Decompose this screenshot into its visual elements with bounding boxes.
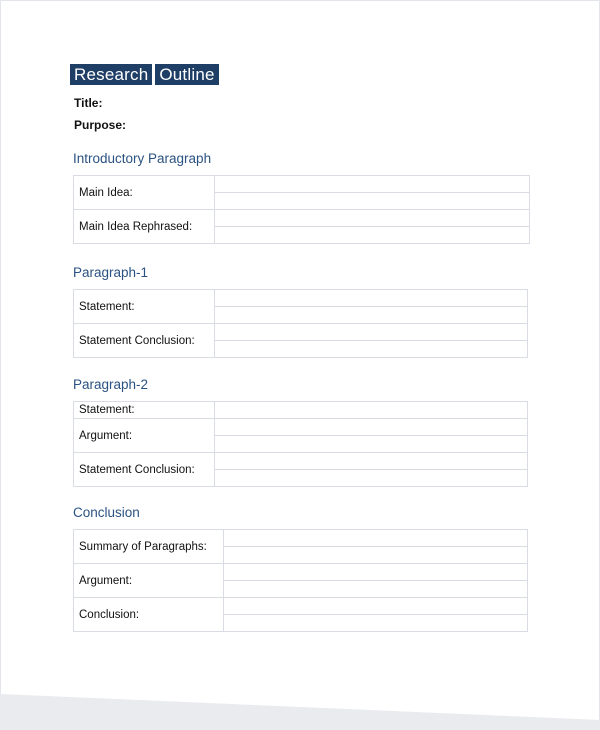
table-row — [74, 530, 528, 547]
input-line[interactable] — [224, 530, 528, 547]
input-line[interactable] — [215, 470, 528, 487]
table-row — [74, 453, 528, 470]
input-line[interactable] — [215, 341, 528, 358]
input-line[interactable] — [224, 564, 528, 581]
input-line[interactable] — [215, 193, 530, 210]
title-label: Title: — [74, 96, 103, 110]
row-label-main-idea: Main Idea: — [74, 176, 215, 210]
input-line[interactable] — [224, 598, 528, 615]
row-label-statement: Statement: — [74, 402, 215, 419]
input-line[interactable] — [224, 581, 528, 598]
input-line[interactable] — [215, 324, 528, 341]
table-row — [74, 176, 530, 193]
row-label-statement-conclusion: Statement Conclusion: — [74, 324, 215, 358]
table-row — [74, 598, 528, 615]
document-title — [70, 64, 219, 85]
row-label-argument: Argument: — [74, 419, 215, 453]
input-line[interactable] — [215, 290, 528, 307]
input-line[interactable] — [215, 419, 528, 436]
title-word-research: Research — [70, 64, 152, 85]
conclusion-table — [73, 529, 528, 632]
input-line[interactable] — [215, 402, 528, 419]
input-line[interactable] — [215, 436, 528, 453]
input-line[interactable] — [215, 307, 528, 324]
table-row — [74, 290, 528, 307]
section-heading-conclusion: Conclusion — [73, 505, 140, 520]
table-row — [74, 210, 530, 227]
paragraph-2-table — [73, 401, 528, 487]
paragraph-1-table — [73, 289, 528, 358]
input-line[interactable] — [215, 210, 530, 227]
row-label-statement-conclusion: Statement Conclusion: — [74, 453, 215, 487]
title-word-outline: Outline — [155, 64, 218, 85]
row-label-conclusion: Conclusion: — [74, 598, 224, 632]
row-label-statement: Statement: — [74, 290, 215, 324]
intro-table — [73, 175, 530, 244]
input-line[interactable] — [224, 615, 528, 632]
input-line[interactable] — [215, 453, 528, 470]
table-row — [74, 402, 528, 419]
table-row — [74, 419, 528, 436]
page-curl-shadow — [0, 690, 600, 730]
row-label-argument: Argument: — [74, 564, 224, 598]
section-heading-intro: Introductory Paragraph — [73, 151, 212, 166]
row-label-main-idea-rephrased: Main Idea Rephrased: — [74, 210, 215, 244]
purpose-label: Purpose: — [74, 118, 127, 132]
table-row — [74, 324, 528, 341]
input-line[interactable] — [215, 176, 530, 193]
table-row — [74, 564, 528, 581]
input-line[interactable] — [215, 227, 530, 244]
input-line[interactable] — [224, 547, 528, 564]
section-heading-paragraph-2: Paragraph-2 — [73, 377, 149, 392]
row-label-summary-of-paragraphs: Summary of Paragraphs: — [74, 530, 224, 564]
section-heading-paragraph-1: Paragraph-1 — [73, 265, 149, 280]
